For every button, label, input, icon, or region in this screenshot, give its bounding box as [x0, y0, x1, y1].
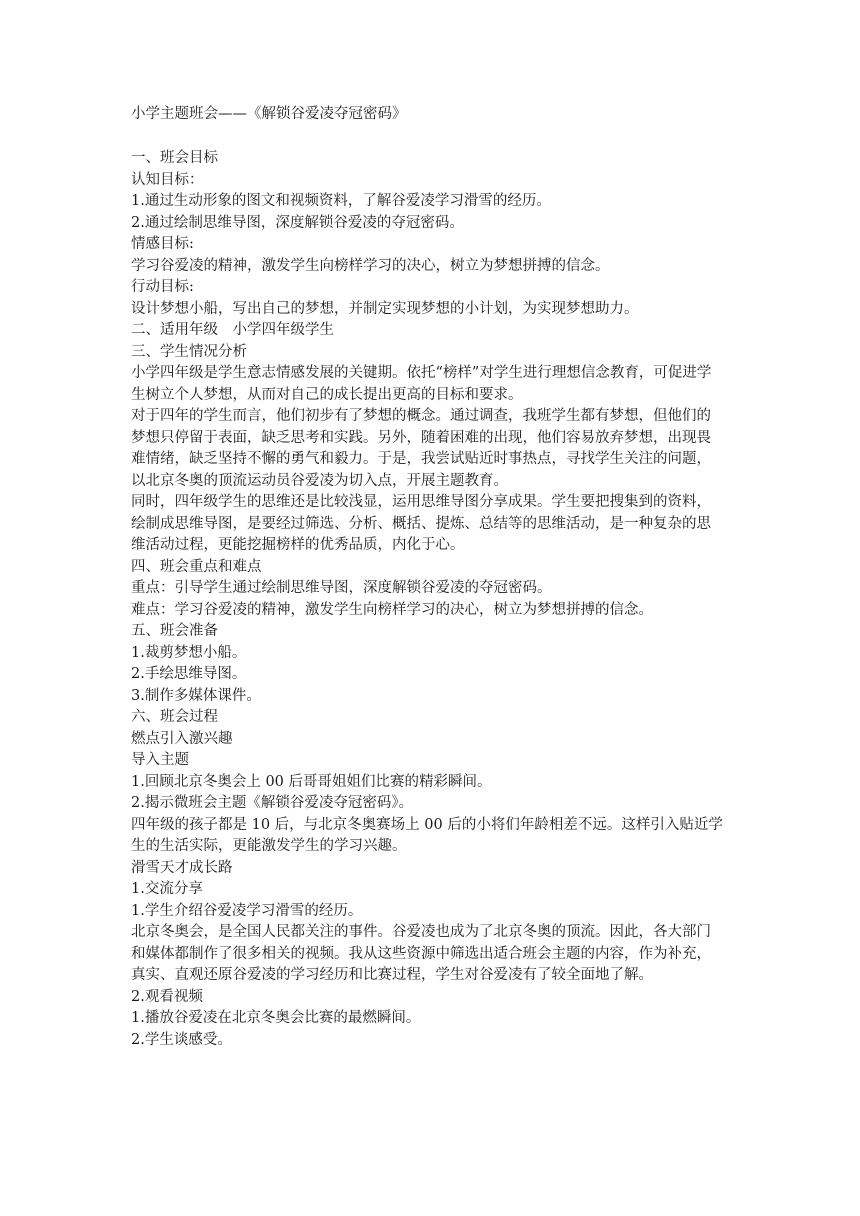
text-line: 小学四年级是学生意志情感发展的关键期。依托“榜样”对学生进行理想信念教育，可促进学	[131, 365, 712, 381]
text-line: 1.播放谷爱凌在北京冬奥会比赛的最燃瞬间。	[131, 1010, 421, 1026]
text-line: 2.观看视频	[131, 988, 203, 1005]
text-line: 难点：学习谷爱凌的精神，激发学生向榜样学习的决心，树立为梦想拼搏的信念。	[131, 601, 653, 618]
text-line: 滑雪天才成长路	[131, 859, 233, 876]
document-page	[131, 104, 731, 1051]
text-line: 四年级的孩子都是 10 后，与北京冬奥赛场上 00 后的小将们年龄相差不远。这样引入贴近学	[131, 816, 723, 833]
text-line: 重点：引导学生通过绘制思维导图，深度解锁谷爱凌的夺冠密码。	[131, 580, 552, 596]
text-line: 燃点引入激兴趣	[131, 730, 233, 747]
text-line: 对于四年的学生而言，他们初步有了梦想的概念。通过调查，我班学生都有梦想，但他们的	[131, 408, 711, 424]
text-line: 1.裁剪梦想小船。	[131, 644, 247, 661]
text-line: 真实、直观还原谷爱凌的学习经历和比赛过程，学生对谷爱凌有了较全面地了解。	[131, 967, 653, 983]
text-line: 2.手绘思维导图。	[131, 666, 247, 682]
text-line: 1.回顾北京冬奥会上 00 后哥哥姐姐们比赛的精彩瞬间。	[131, 773, 492, 790]
text-line: 四、班会重点和难点	[131, 558, 262, 575]
text-line: 1.交流分享	[131, 881, 203, 897]
text-line: 1.通过生动形象的图文和视频资料，了解谷爱凌学习滑雪的经历。	[131, 193, 551, 209]
text-line: 维活动过程，更能挖掘榜样的优秀品质，内化于心。	[131, 537, 465, 553]
text-line: 和媒体都制作了很多相关的视频。我从这些资源中筛选出适合班会主题的内容，作为补充，	[131, 945, 711, 962]
document-body	[131, 148, 731, 1051]
text-line: 三、学生情况分析	[131, 343, 247, 360]
text-line: 设计梦想小船，写出自己的梦想，并制定实现梦想的小计划，为实现梦想助力。	[131, 300, 639, 317]
text-line: 3.制作多媒体课件。	[131, 687, 261, 704]
text-line: 认知目标：	[131, 171, 204, 188]
text-line: 行动目标:	[131, 279, 194, 295]
text-line: 一、班会目标	[131, 150, 218, 166]
text-line: 2.通过绘制思维导图，深度解锁谷爱凌的夺冠密码。	[131, 214, 464, 231]
text-line: 二、适用年级 小学四年级学生	[131, 322, 334, 338]
text-line: 五、班会准备	[131, 623, 218, 639]
text-line: 以北京冬奥的顶流运动员谷爱凌为切入点，开展主题教育。	[131, 472, 508, 489]
text-line: 2.揭示微班会主题《解锁谷爱凌夺冠密码》。	[131, 795, 414, 811]
text-line: 导入主题	[131, 752, 189, 768]
text-line: 梦想只停留于表面，缺乏思考和实践。另外，随着困难的出现，他们容易放弃梦想，出现畏	[131, 429, 711, 446]
text-line: 难情绪，缺乏坚持不懈的勇气和毅力。于是，我尝试贴近时事热点，寻找学生关注的问题，	[131, 451, 711, 467]
text-line: 学习谷爱凌的精神，激发学生向榜样学习的决心，树立为梦想拼搏的信念。	[131, 257, 610, 274]
text-line: 六、班会过程	[131, 709, 218, 725]
text-line: 生的生活实际，更能激发学生的学习兴趣。	[131, 838, 407, 854]
text-line: 1.学生介绍谷爱凌学习滑雪的经历。	[131, 902, 363, 919]
text-line: 2.学生谈感受。	[131, 1031, 232, 1048]
text-line: 同时，四年级学生的思维还是比较浅显，运用思维导图分享成果。学生要把搜集到的资料，	[131, 494, 711, 510]
document-title: 小学主题班会——《解锁谷爱凌夺冠密码》	[131, 106, 407, 122]
text-line: 情感目标:	[131, 236, 194, 252]
text-line: 绘制成思维导图，是要经过筛选、分析、概括、提炼、总结等的思维活动，是一种复杂的思	[131, 515, 711, 532]
text-line: 生树立个人梦想，从而对自己的成长提出更高的目标和要求。	[131, 386, 523, 403]
text-line: 北京冬奥会，是全国人民都关注的事件。谷爱凌也成为了北京冬奥的顶流。因此，各大部门	[131, 924, 711, 940]
